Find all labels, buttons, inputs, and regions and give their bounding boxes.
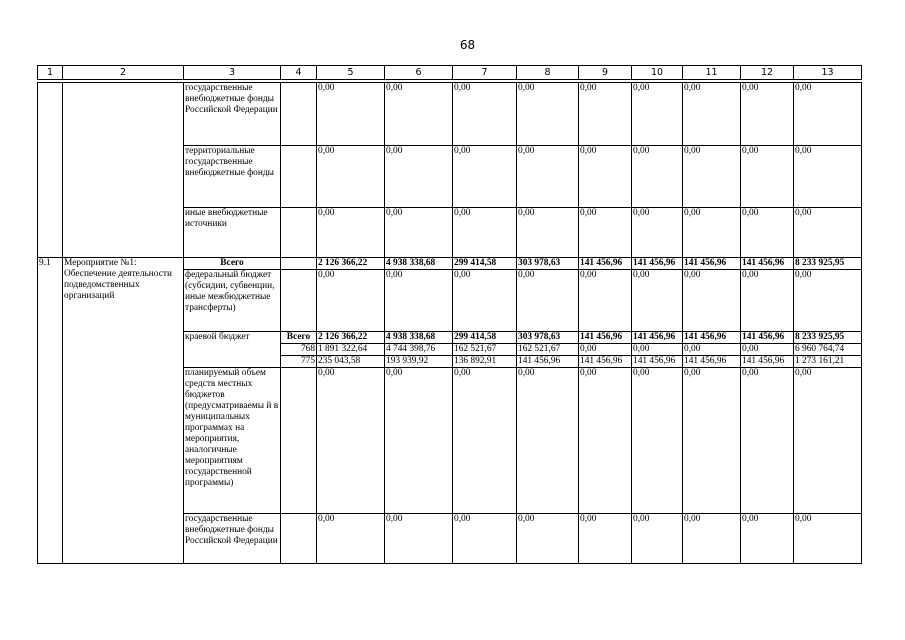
value-cell: 4 938 338,68 (385, 258, 453, 270)
value-cell: 0,00 (794, 83, 862, 146)
page-number: 68 (459, 38, 476, 52)
value-cell: 1 273 161,21 (794, 356, 862, 368)
col-header: 12 (741, 66, 794, 80)
value-cell: 141 456,96 (741, 258, 794, 270)
funding-table (37, 82, 862, 564)
value-cell: 141 456,96 (683, 356, 741, 368)
value-cell: 0,00 (579, 208, 632, 258)
value-cell: 0,00 (453, 83, 517, 146)
value-cell: 0,00 (683, 83, 741, 146)
value-cell: 0,00 (683, 514, 741, 564)
value-cell: 0,00 (794, 146, 862, 208)
value-cell: 0,00 (453, 208, 517, 258)
value-cell: 2 126 366,22 (317, 332, 385, 344)
value-cell: 6 960 764,74 (794, 344, 862, 356)
value-cell: 0,00 (317, 208, 385, 258)
value-cell: 0,00 (579, 270, 632, 332)
value-cell: 0,00 (741, 344, 794, 356)
value-cell: 0,00 (741, 514, 794, 564)
value-cell: 193 939,92 (385, 356, 453, 368)
value-cell: 303 978,63 (517, 258, 579, 270)
value-cell: 0,00 (741, 208, 794, 258)
value-cell: 0,00 (632, 208, 683, 258)
col-header: 7 (453, 66, 517, 80)
value-cell: 141 456,96 (632, 356, 683, 368)
value-cell: 0,00 (385, 146, 453, 208)
col-header: 13 (794, 66, 862, 80)
value-cell: 0,00 (453, 270, 517, 332)
code-cell (281, 368, 317, 514)
code-cell (281, 83, 317, 146)
value-cell: 162 521,67 (517, 344, 579, 356)
col-header: 5 (317, 66, 385, 80)
source-cell: планируемый объем средств местных бюджетов (предусматриваемы й в муниципальных программах на мероприятия, аналогичные мероприятиям государственной программы) (184, 368, 281, 514)
value-cell: 0,00 (632, 146, 683, 208)
value-cell: 299 414,58 (453, 332, 517, 344)
value-cell: 303 978,63 (517, 332, 579, 344)
value-cell: 0,00 (385, 368, 453, 514)
value-cell: 0,00 (632, 344, 683, 356)
number-cell (38, 83, 63, 258)
value-cell: 0,00 (517, 514, 579, 564)
value-cell: 141 456,96 (632, 258, 683, 270)
name-cell (63, 83, 184, 258)
value-cell: 0,00 (517, 270, 579, 332)
value-cell: 0,00 (683, 146, 741, 208)
col-header: 9 (579, 66, 632, 80)
value-cell: 8 233 925,95 (794, 258, 862, 270)
col-header: 8 (517, 66, 579, 80)
value-cell: 0,00 (683, 208, 741, 258)
value-cell: 0,00 (317, 146, 385, 208)
measure-number: 9.1 (38, 258, 63, 564)
total-label: Всего (184, 258, 281, 270)
source-cell: государственные внебюджетные фонды Российской Федерации (184, 514, 281, 564)
value-cell: 4 938 338,68 (385, 332, 453, 344)
value-cell: 0,00 (517, 208, 579, 258)
value-cell: 0,00 (632, 368, 683, 514)
value-cell: 141 456,96 (579, 332, 632, 344)
value-cell: 0,00 (632, 270, 683, 332)
value-cell: 0,00 (741, 368, 794, 514)
value-cell: 0,00 (385, 208, 453, 258)
col-header: 10 (632, 66, 683, 80)
code-cell (281, 258, 317, 270)
value-cell: 141 456,96 (683, 332, 741, 344)
value-cell: 0,00 (453, 368, 517, 514)
code-cell (281, 514, 317, 564)
value-cell: 0,00 (385, 514, 453, 564)
source-cell: иные внебюджетные источники (184, 208, 281, 258)
col-header: 4 (281, 66, 317, 80)
code-cell: 768 (281, 344, 317, 356)
value-cell: 2 126 366,22 (317, 258, 385, 270)
value-cell: 141 456,96 (517, 356, 579, 368)
code-cell (281, 146, 317, 208)
value-cell: 0,00 (632, 83, 683, 146)
value-cell: 0,00 (579, 514, 632, 564)
value-cell: 141 456,96 (741, 332, 794, 344)
table-row (38, 83, 862, 146)
value-cell: 8 233 925,95 (794, 332, 862, 344)
value-cell: 0,00 (794, 270, 862, 332)
value-cell: 299 414,58 (453, 258, 517, 270)
value-cell: 0,00 (453, 514, 517, 564)
code-cell (281, 270, 317, 332)
value-cell: 4 744 398,76 (385, 344, 453, 356)
value-cell: 0,00 (317, 368, 385, 514)
value-cell: 0,00 (579, 344, 632, 356)
source-cell: государственные внебюджетные фонды Российской Федерации (184, 83, 281, 146)
col-header: 1 (38, 66, 63, 80)
value-cell: 0,00 (683, 270, 741, 332)
value-cell: 141 456,96 (579, 258, 632, 270)
value-cell: 0,00 (579, 83, 632, 146)
value-cell: 162 521,67 (453, 344, 517, 356)
code-cell (281, 208, 317, 258)
value-cell: 0,00 (794, 514, 862, 564)
value-cell: 141 456,96 (632, 332, 683, 344)
table-row (38, 258, 862, 270)
col-header: 6 (385, 66, 453, 80)
value-cell: 136 892,91 (453, 356, 517, 368)
value-cell: 0,00 (741, 83, 794, 146)
value-cell: 0,00 (317, 83, 385, 146)
value-cell: 0,00 (385, 83, 453, 146)
value-cell: 0,00 (683, 344, 741, 356)
value-cell: 141 456,96 (741, 356, 794, 368)
value-cell: 0,00 (517, 368, 579, 514)
value-cell: 0,00 (632, 514, 683, 564)
measure-name: Мероприятие №1: Обеспечение деятельности подведомственных организаций (63, 258, 184, 564)
value-cell: 0,00 (453, 146, 517, 208)
value-cell: 0,00 (317, 270, 385, 332)
value-cell: 0,00 (517, 146, 579, 208)
col-header: 2 (63, 66, 184, 80)
value-cell: 0,00 (741, 270, 794, 332)
value-cell: 0,00 (317, 514, 385, 564)
value-cell: 0,00 (794, 208, 862, 258)
value-cell: 235 043,58 (317, 356, 385, 368)
col-header: 11 (683, 66, 741, 80)
code-cell: 775 (281, 356, 317, 368)
value-cell: 141 456,96 (683, 258, 741, 270)
value-cell: 0,00 (794, 368, 862, 514)
value-cell: 141 456,96 (579, 356, 632, 368)
value-cell: 0,00 (683, 368, 741, 514)
value-cell: 0,00 (579, 368, 632, 514)
value-cell: 0,00 (385, 270, 453, 332)
code-cell: Всего (281, 332, 317, 344)
column-number-header (37, 65, 862, 80)
source-cell: краевой бюджет (184, 332, 281, 368)
source-cell: федеральный бюджет (субсидии, субвенции, иные межбюджетные трансферты) (184, 270, 281, 332)
col-header: 3 (184, 66, 281, 80)
source-cell: территориальные государственные внебюджетные фонды (184, 146, 281, 208)
value-cell: 0,00 (741, 146, 794, 208)
value-cell: 1 891 322,64 (317, 344, 385, 356)
value-cell: 0,00 (517, 83, 579, 146)
value-cell: 0,00 (579, 146, 632, 208)
